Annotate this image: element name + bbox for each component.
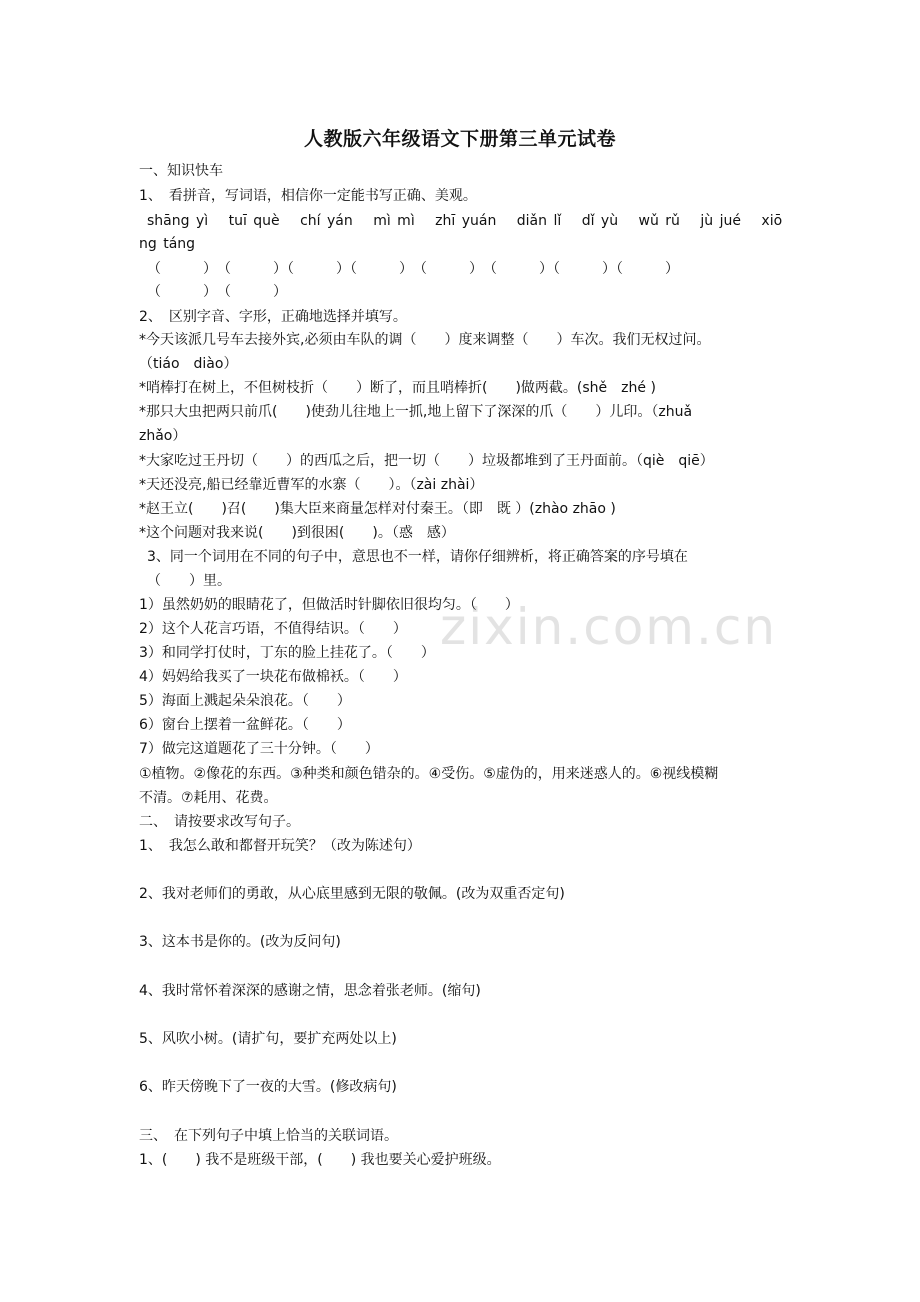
rewrite-5: 5、风吹小树。(请扩句，要扩充两处以上): [139, 1031, 397, 1047]
hua-sentence-5: 5）海面上溅起朵朵浪花。（ ）: [139, 693, 351, 709]
item-ji-ji: *赵王立( )召( )集大臣来商量怎样对付秦王。（即 既 ）(zhào zhāo ): [139, 501, 616, 517]
answer-blanks-1: （ ） （ ）（ ）（ ） （ ） （ ）（ ）（ ）: [147, 261, 679, 277]
question-1-3: 3、同一个词用在不同的句子中，意思也不一样，请你仔细辨析，将正确答案的序号填在: [147, 549, 688, 565]
hua-sentence-2: 2）这个人花言巧语，不值得结识。（ ）: [139, 621, 407, 637]
section-3-heading: 三、 在下列句子中填上恰当的关联词语。: [139, 1128, 398, 1144]
section-2-heading: 二、 请按要求改写句子。: [139, 814, 300, 830]
question-1-3-cont: （ ）里。: [147, 573, 231, 589]
rewrite-6: 6、昨天傍晚下了一夜的大雪。(修改病句): [139, 1079, 397, 1095]
item-qie-qie: *大家吃过王丹切（ ）的西瓜之后，把一切（ ）垃圾都堆到了王丹面前。（qiè qiē）: [139, 453, 714, 469]
answer-blanks-2: （ ） （ ）: [147, 284, 287, 300]
rewrite-1: 1、 我怎么敢和都督开玩笑？（改为陈述句）: [139, 838, 421, 854]
item-zhua-zhao: *那只大虫把两只前爪( )使劲儿往地上一抓,地上留下了深深的爪（ ）儿印。（zhuǎ: [139, 404, 693, 420]
hua-sentence-4: 4）妈妈给我买了一块花布做棉袄。（ ）: [139, 669, 407, 685]
hua-sentence-6: 6）窗台上摆着一盆鲜花。（ ）: [139, 717, 351, 733]
question-1-2: 2、 区别字音、字形，正确地选择并填写。: [139, 309, 407, 325]
page-title: 人教版六年级语文下册第三单元试卷: [303, 128, 616, 150]
hua-meanings-1: ①植物。②像花的东西。③种类和颜色错杂的。④受伤。⑤虚伪的，用来迷惑人的。⑥视线模糊: [139, 766, 719, 782]
hua-sentence-1: 1）虽然奶奶的眼睛花了，但做活时针脚依旧很均匀。（ ）: [139, 597, 519, 613]
item-tiao-diao-options: （tiáo diào）: [139, 356, 238, 372]
conjunction-1: 1、( ) 我不是班级干部，( ) 我也要关心爱护班级。: [139, 1152, 501, 1168]
item-she-zhe: *哨棒打在树上，不但树枝折（ ）断了，而且哨棒折( )做两截。(shě zhé ): [139, 380, 656, 396]
rewrite-2: 2、我对老师们的勇敢，从心底里感到无限的敬佩。(改为双重否定句): [139, 886, 565, 902]
item-zhua-zhao-options: zhǎo）: [139, 428, 187, 444]
hua-sentence-3: 3）和同学打仗时，丁东的脸上挂花了。（ ）: [139, 645, 435, 661]
item-tiao-diao: *今天该派几号车去接外宾,必须由车队的调（ ）度来调整（ ）车次。我们无权过问。: [139, 332, 711, 348]
hua-sentence-7: 7）做完这道题花了三十分钟。（ ）: [139, 741, 379, 757]
question-1-1: 1、 看拼音，写词语，相信你一定能书写正确、美观。: [139, 188, 477, 204]
hua-meanings-2: 不清。⑦耗用、花费。: [139, 790, 278, 806]
pinyin-line-2: ng táng: [139, 236, 196, 252]
rewrite-4: 4、我时常怀着深深的感谢之情，思念着张老师。(缩句): [139, 983, 481, 999]
item-zai-zhai: *天还没亮,船已经靠近曹军的水寨（ ）。（zài zhài）: [139, 477, 484, 493]
watermark-text: zixin.com.cn: [440, 598, 778, 656]
rewrite-3: 3、这本书是你的。(改为反问句): [139, 934, 341, 950]
item-huo-gan: *这个问题对我来说( )到很困( )。（惑 感）: [139, 525, 455, 541]
pinyin-line-1: shāng yì tuī què chí yán mì mì zhī yuán diǎn lǐ dǐ yù wǔ rǔ jù jué xiō: [147, 213, 783, 229]
section-1-heading: 一、知识快车: [139, 163, 223, 179]
